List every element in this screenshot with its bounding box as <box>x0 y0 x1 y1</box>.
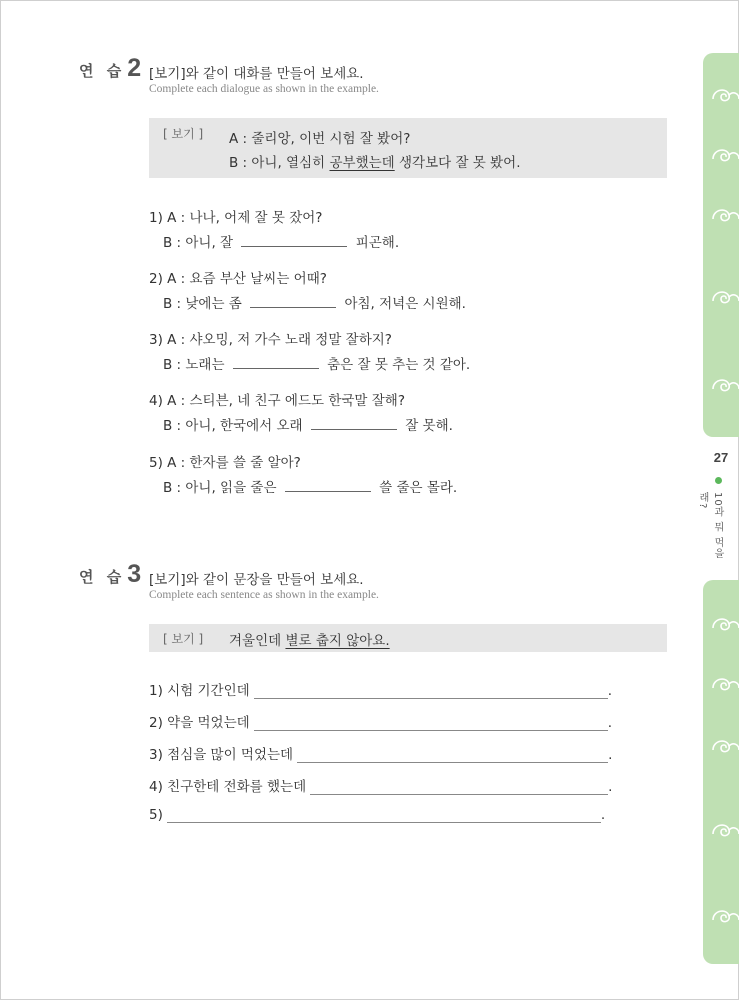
exercise-number: 3 <box>127 560 142 588</box>
example-line-b <box>229 151 521 171</box>
side-tab-decoration <box>703 53 739 437</box>
dialogue-2-b <box>163 292 466 312</box>
sentence-prompt: 1) 시험 기간인데 <box>149 683 250 699</box>
answer-blank[interactable] <box>233 357 319 369</box>
dialogue-3-b <box>163 353 470 373</box>
swirl-icon <box>709 610 739 640</box>
answer-blank[interactable] <box>241 235 347 247</box>
bullet-dot-icon <box>715 477 722 484</box>
dialogue-b-pre: B : 아니, 잘 <box>163 235 234 251</box>
dialogue-b-post: 잘 못해. <box>405 418 453 434</box>
swirl-icon <box>709 670 739 700</box>
dialogue-b-pre: B : 아니, 한국에서 오래 <box>163 418 303 434</box>
exercise-2-instruction-en: Complete each dialogue as shown in the example. <box>149 83 379 95</box>
exercise-3-heading <box>79 560 141 589</box>
sentence-period: . <box>607 715 612 731</box>
sentence-1 <box>149 679 612 699</box>
sentence-3 <box>149 743 612 763</box>
example-line-a: A : 줄리앙, 이번 시험 잘 봤어? <box>229 131 411 147</box>
swirl-icon <box>709 732 739 762</box>
dialogue-4-a: 4) A : 스티븐, 네 친구 에드도 한국말 잘해? <box>149 393 405 409</box>
sentence-5 <box>149 807 605 823</box>
sentence-period: . <box>608 779 613 795</box>
chapter-title: 10과 뭐 먹을래? <box>697 492 723 560</box>
example-line-b-end: 생각보다 잘 못 봤어. <box>394 155 521 171</box>
dialogue-b-post: 피곤해. <box>355 235 400 251</box>
sentence-4 <box>149 775 612 795</box>
exercise-3-instruction-en: Complete each sentence as shown in the example. <box>149 589 379 601</box>
swirl-icon <box>709 371 739 401</box>
dialogue-4-b <box>163 414 453 434</box>
side-tab-decoration <box>703 580 739 964</box>
dialogue-b-post: 쓸 줄은 몰라. <box>379 480 458 496</box>
example-underlined: 공부했는데 <box>329 155 395 171</box>
dialogue-b-post: 아침, 저녁은 시원해. <box>344 296 466 312</box>
answer-line[interactable] <box>310 780 608 795</box>
answer-line[interactable] <box>254 716 608 731</box>
dialogue-b-post: 춤은 잘 못 추는 것 같아. <box>327 357 471 373</box>
example-underlined: 별로 춥지 않아요. <box>285 633 390 649</box>
exercise-number: 2 <box>127 54 142 82</box>
example-sentence-text: 겨울인데 <box>229 633 286 649</box>
answer-line[interactable] <box>167 808 601 823</box>
dialogue-5-a: 5) A : 한자를 쓸 줄 알아? <box>149 455 301 471</box>
exercise-3-example-box <box>149 624 667 652</box>
exercise-label: 연 습 <box>79 62 126 80</box>
sentence-prompt: 5) <box>149 807 163 823</box>
dialogue-1-a: 1) A : 나나, 어제 잘 못 잤어? <box>149 210 323 226</box>
swirl-icon <box>709 201 739 231</box>
example-tag: [ 보기 ] <box>163 632 204 646</box>
exercise-2-heading <box>79 54 141 83</box>
dialogue-b-pre: B : 아니, 읽을 줄은 <box>163 480 277 496</box>
exercise-2-instruction-ko: [보기]와 같이 대화를 만들어 보세요. <box>149 66 364 82</box>
sentence-2 <box>149 711 612 731</box>
answer-line[interactable] <box>254 684 608 699</box>
answer-blank[interactable] <box>250 296 336 308</box>
swirl-icon <box>709 283 739 313</box>
sentence-period: . <box>607 683 612 699</box>
example-tag: [ 보기 ] <box>163 127 204 141</box>
dialogue-b-pre: B : 낮에는 좀 <box>163 296 242 312</box>
answer-line[interactable] <box>297 748 608 763</box>
dialogue-5-b <box>163 476 457 496</box>
sentence-period: . <box>608 747 613 763</box>
example-line-b-text: B : 아니, 열심히 <box>229 155 330 171</box>
sentence-prompt: 4) 친구한테 전화를 했는데 <box>149 779 307 795</box>
swirl-icon <box>709 902 739 932</box>
dialogue-3-a: 3) A : 샤오밍, 저 가수 노래 정말 잘하지? <box>149 332 392 348</box>
answer-blank[interactable] <box>311 418 397 430</box>
dialogue-2-a: 2) A : 요즘 부산 날씨는 어때? <box>149 271 327 287</box>
sentence-prompt: 2) 약을 먹었는데 <box>149 715 250 731</box>
swirl-icon <box>709 141 739 171</box>
answer-blank[interactable] <box>285 480 371 492</box>
dialogue-b-pre: B : 노래는 <box>163 357 225 373</box>
dialogue-1-b <box>163 231 399 251</box>
sentence-prompt: 3) 점심을 많이 먹었는데 <box>149 747 294 763</box>
exercise-2-example-box <box>149 118 667 178</box>
exercise-label: 연 습 <box>79 568 126 586</box>
sentence-period: . <box>600 807 606 823</box>
example-sentence <box>229 629 390 649</box>
exercise-3-instruction-ko: [보기]와 같이 문장을 만들어 보세요. <box>149 572 364 588</box>
swirl-icon <box>709 81 739 111</box>
swirl-icon <box>709 816 739 846</box>
page-number: 27 <box>713 450 729 465</box>
